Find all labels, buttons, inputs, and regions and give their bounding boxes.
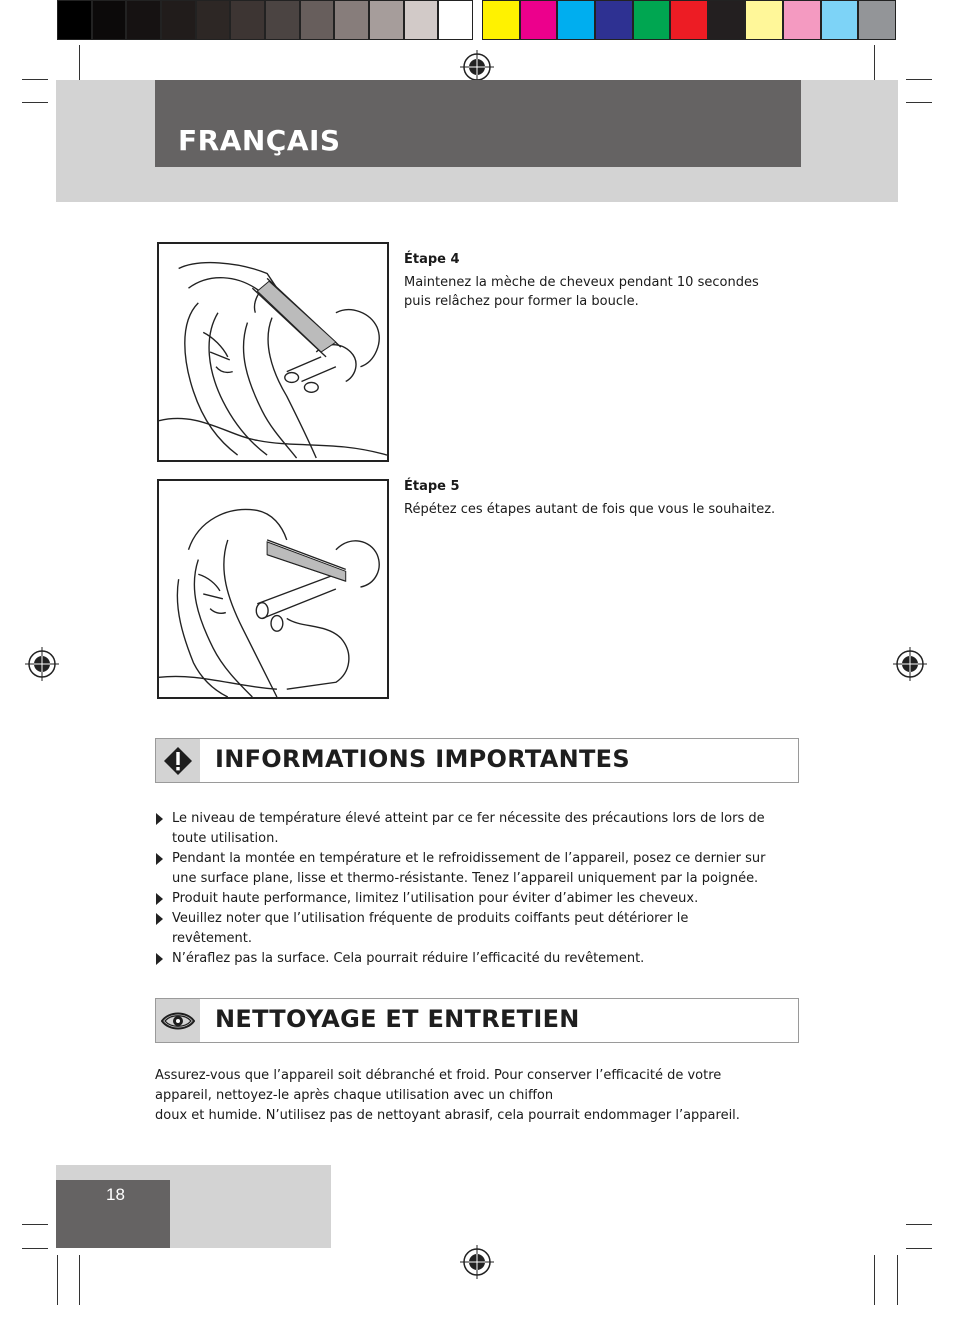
- important-info-line: une surface plane, lisse et thermo-résistante. Tenez l’appareil uniquement par la poignée.: [172, 871, 759, 886]
- color-swatch: [301, 1, 336, 39]
- color-swatch: [370, 1, 405, 39]
- cleaning-paragraph: [155, 1066, 795, 1126]
- step-4-title: Étape 4: [404, 252, 460, 267]
- crop-mark: [22, 102, 48, 103]
- color-swatch: [93, 1, 128, 39]
- color-swatch: [335, 1, 370, 39]
- color-swatch: [405, 1, 440, 39]
- registration-mark-icon: [460, 50, 494, 84]
- color-swatch: [231, 1, 266, 39]
- step-4-text-line: puis relâchez pour former la boucle.: [404, 294, 639, 309]
- important-info-item: [155, 809, 795, 849]
- important-info-line: Le niveau de température élevé atteint par ce fer nécessite des précautions lors de lors de: [172, 811, 765, 826]
- color-swatch: [58, 1, 93, 39]
- bullet-arrow-icon: [156, 913, 163, 925]
- important-info-line: N’éraflez pas la surface. Cela pourrait réduire l’efficacité du revêtement.: [172, 951, 645, 966]
- color-swatch: [634, 1, 672, 39]
- crop-mark: [57, 1255, 58, 1305]
- step-4-text-line: Maintenez la mèche de cheveux pendant 10 secondes: [404, 275, 759, 290]
- crop-mark: [22, 1224, 48, 1225]
- important-info-title: INFORMATIONS IMPORTANTES: [215, 745, 630, 773]
- color-swatch: [266, 1, 301, 39]
- bullet-arrow-icon: [156, 813, 163, 825]
- color-swatch: [671, 1, 709, 39]
- registration-mark-icon: [460, 1245, 494, 1279]
- crop-mark: [906, 1224, 932, 1225]
- color-swatch: [439, 1, 472, 39]
- color-calibration-bar-left: [57, 0, 473, 40]
- step-5-text-line: Répétez ces étapes autant de fois que vous le souhaitez.: [404, 502, 776, 517]
- cleaning-line: doux et humide. N’utilisez pas de nettoyant abrasif, cela pourrait endommager l’appareil.: [155, 1108, 740, 1123]
- crop-mark: [22, 79, 48, 80]
- crop-mark: [906, 1248, 932, 1249]
- bullet-arrow-icon: [156, 953, 163, 965]
- crop-mark: [874, 1255, 875, 1305]
- registration-mark-icon: [25, 647, 59, 681]
- color-swatch: [859, 1, 895, 39]
- color-swatch: [596, 1, 634, 39]
- step-4-text: [404, 273, 784, 311]
- color-swatch: [784, 1, 822, 39]
- cleaning-header: [155, 998, 799, 1043]
- color-swatch: [197, 1, 232, 39]
- step-5-illustration: [157, 479, 389, 699]
- crop-mark: [79, 1255, 80, 1305]
- important-info-line: Pendant la montée en température et le refroidissement de l’appareil, posez ce dernier sur: [172, 851, 766, 866]
- page-number: 18: [106, 1185, 125, 1204]
- important-info-header: [155, 738, 799, 783]
- cleaning-line: appareil, nettoyez-le après chaque utilisation avec un chiffon: [155, 1088, 554, 1103]
- important-info-item: [155, 949, 795, 969]
- color-swatch: [521, 1, 559, 39]
- color-swatch: [483, 1, 521, 39]
- crop-mark: [906, 102, 932, 103]
- crop-mark: [22, 1248, 48, 1249]
- cleaning-icon-box: [156, 999, 200, 1042]
- important-info-list: [155, 809, 795, 969]
- eye-icon: [161, 1010, 195, 1032]
- color-calibration-bar-right: [482, 0, 896, 40]
- color-swatch: [822, 1, 860, 39]
- step-4-illustration: [157, 242, 389, 462]
- important-info-item: [155, 909, 795, 949]
- important-info-line: toute utilisation.: [172, 831, 279, 846]
- important-info-line: revêtement.: [172, 931, 252, 946]
- color-swatch: [746, 1, 784, 39]
- cleaning-line: Assurez-vous que l’appareil soit débranché et froid. Pour conserver l’efficacité de votre: [155, 1068, 722, 1083]
- color-swatch: [162, 1, 197, 39]
- important-info-line: Veuillez noter que l’utilisation fréquente de produits coiffants peut détériorer le: [172, 911, 689, 926]
- crop-mark: [897, 1255, 898, 1305]
- registration-mark-icon: [893, 647, 927, 681]
- color-swatch: [127, 1, 162, 39]
- crop-mark: [906, 79, 932, 80]
- cleaning-title: NETTOYAGE ET ENTRETIEN: [215, 1005, 580, 1033]
- step-5-text: [404, 500, 784, 519]
- warning-icon: [163, 746, 193, 776]
- important-icon-box: [156, 739, 200, 782]
- important-info-item: [155, 889, 795, 909]
- bullet-arrow-icon: [156, 893, 163, 905]
- step-5-title: Étape 5: [404, 479, 460, 494]
- important-info-line: Produit haute performance, limitez l’utilisation pour éviter d’abimer les cheveux.: [172, 891, 699, 906]
- important-info-item: [155, 849, 795, 889]
- page-title: FRANÇAIS: [178, 124, 341, 157]
- color-swatch: [558, 1, 596, 39]
- bullet-arrow-icon: [156, 853, 163, 865]
- color-swatch: [709, 1, 747, 39]
